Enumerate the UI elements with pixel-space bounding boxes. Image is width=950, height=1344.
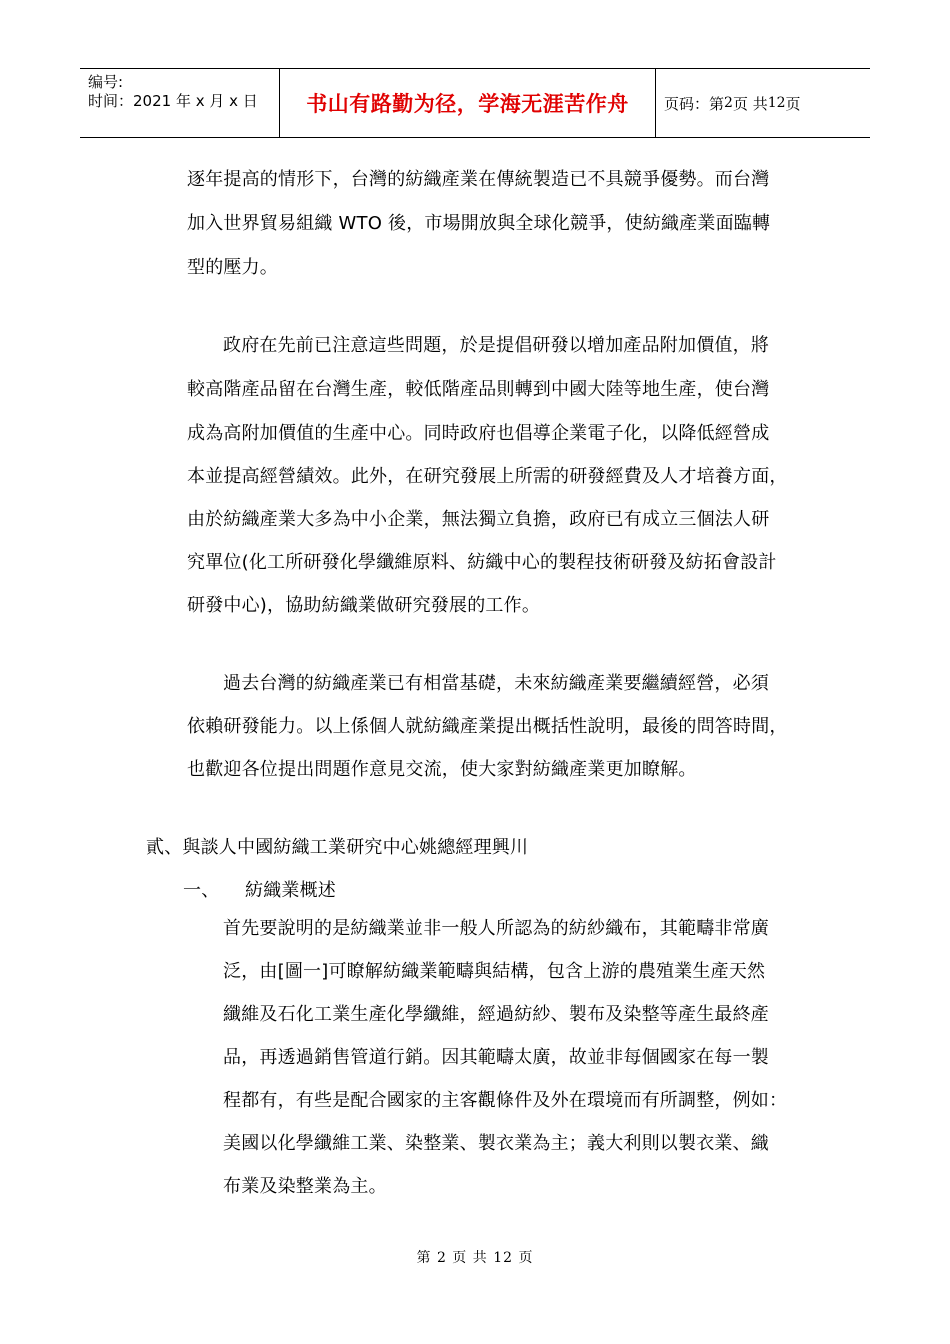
section-body-line: 首先要說明的是紡織業並非一般人所認為的紡紗織布，其範疇非常廣 (223, 918, 769, 939)
page-footer: 第 2 页 共 12 页 (416, 1250, 534, 1266)
paragraph-line: 加入世界貿易組織 WTO 後，市場開放與全球化競爭，使紡織產業面臨轉 (187, 213, 771, 234)
serial-label: 编号: (88, 73, 124, 91)
paragraph-line: 由於紡織產業大多為中小企業，無法獨立負擔，政府已有成立三個法人研 (187, 509, 770, 530)
page-info-suffix: 页 (785, 94, 801, 113)
paragraph-line: 本並提高經營績效。此外，在研究發展上所需的研發經費及人才培養方面， (187, 466, 788, 487)
header-motto: 书山有路勤为径，学海无涯苦作舟 (280, 69, 656, 137)
section-body-line: 泛，由[圖一]可瞭解紡織業範疇與結構，包含上游的農殖業生產天然 (223, 961, 766, 982)
page-info-total: 12 (767, 95, 786, 111)
time-label: 时间：2021 年 x 月 x 日 (88, 92, 258, 110)
paragraph-line: 政府在先前已注意這些問題，於是提倡研發以增加產品附加價值，將 (223, 335, 769, 356)
page-info-current: 2 (724, 95, 733, 111)
header-page-info (656, 69, 870, 137)
paragraph-line: 研發中心)，協助紡織業做研究發展的工作。 (187, 595, 541, 616)
header-left-cell (80, 69, 280, 137)
paragraph-line: 逐年提高的情形下，台灣的紡織產業在傳統製造已不具競爭優勢。而台灣 (187, 169, 770, 190)
paragraph-line: 成為高附加價值的生產中心。同時政府也倡導企業電子化，以降低經營成 (187, 423, 770, 444)
page-info-prefix: 页码：第 (664, 94, 725, 113)
subsection-number: 一、 (183, 880, 220, 901)
section-body-line: 程都有，有些是配合國家的主客觀條件及外在環境而有所調整，例如： (223, 1090, 788, 1111)
paragraph-line: 依賴研發能力。以上係個人就紡織產業提出概括性說明，最後的問答時間， (187, 716, 788, 737)
paragraph-line: 也歡迎各位提出問題作意見交流，使大家對紡織產業更加瞭解。 (187, 759, 697, 780)
paragraph-line: 較高階產品留在台灣生產，較低階產品則轉到中國大陸等地生產，使台灣 (187, 379, 770, 400)
subsection-title: 紡織業概述 (245, 880, 336, 901)
section-body-line: 品，再透過銷售管道行銷。因其範疇太廣，故並非每個國家在每一製 (223, 1047, 769, 1068)
paragraph-line: 過去台灣的紡織產業已有相當基礎，未來紡織產業要繼續經營，必須 (223, 673, 769, 694)
section-heading: 貳、與談人中國紡織工業研究中心姚總經理興川 (146, 837, 529, 858)
paragraph-line: 究單位(化工所研發化學纖維原料、紡織中心的製程技術研發及紡拓會設計 (187, 552, 777, 573)
paragraph-line: 型的壓力。 (187, 257, 278, 278)
section-body-line: 纖維及石化工業生產化學纖維，經過紡紗、製布及染整等產生最終產 (223, 1004, 769, 1025)
section-body-line: 美國以化學纖維工業、染整業、製衣業為主；義大利則以製衣業、織 (223, 1133, 769, 1154)
section-body-line: 布業及染整業為主。 (223, 1176, 387, 1197)
page-info-mid: 页 共 (732, 94, 768, 113)
page-header (80, 68, 870, 138)
